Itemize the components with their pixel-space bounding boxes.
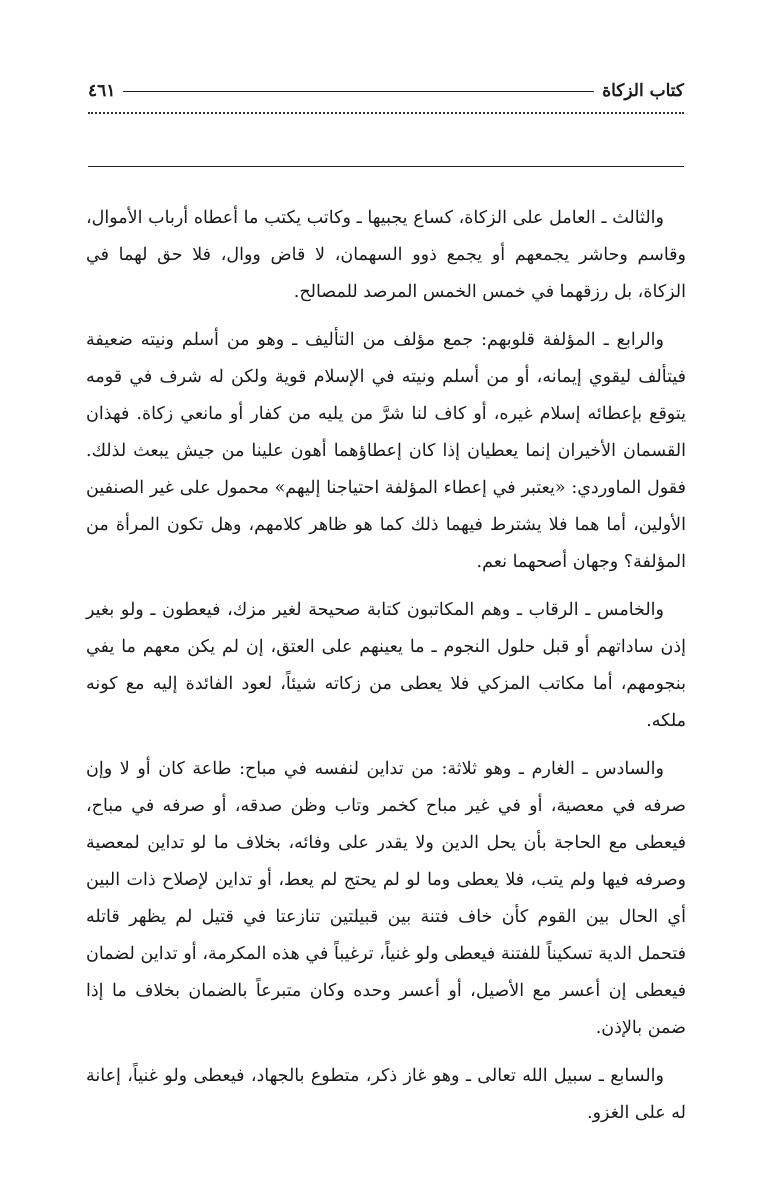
section-divider — [88, 166, 684, 167]
dotted-divider — [88, 112, 684, 114]
page-number: ٤٦١ — [88, 81, 116, 101]
running-header — [88, 76, 684, 106]
paragraph-seventh-category: والسابع ـ سبيل الله تعالى ـ وهو غاز ذكر، متطوع بالجهاد، فيعطى ولو غنياً، إعانة له على الغزو. — [86, 1066, 686, 1123]
book-title: كتاب الزكاة — [602, 81, 684, 101]
paragraph-fifth-category: والخامس ـ الرقاب ـ وهم المكاتبون كتابة صحيحة لغير مزك، فيعطون ـ ولو بغير إذن ساداتهم أو قبل حلول النجوم ـ ما يعينهم على العتق، إن لم يكن معهم ما يفي بنجومهم، أما مكاتب المزكي فلا يعطى من زكاته شيئاً، لعود الفائدة إليه مع كونه ملكه. — [86, 600, 686, 731]
paragraph-sixth-category: والسادس ـ الغارم ـ وهو ثلاثة: من تداين لنفسه في مباح: طاعة كان أو لا وإن صرفه في معصية، أو في غير مباح كخمر وتاب وظن صدقه، أو صرفه في مباح، فيعطى مع الحاجة بأن يحل الدين ولا يقدر على وفائه، بخلاف ما لو تداين لمعصية وصرفه فيها ولم يتب، فلا يعطى وما لو لم يحتج لم يعط، أو تداين لإصلاح ذات البين أي الحال بين القوم كأن خاف فتنة بين قبيلتين تنازعتا في قتيل لم يظهر قاتله فتحمل الدية تسكيناً للفتنة فيعطى ولو غنياً، ترغيباً في هذه المكرمة، أو تداين لضمان فيعطى إن أعسر مع الأصيل، أو أعسر وحده وكان متبرعاً بالضمان بخلاف ما إذا ضمن بالإذن. — [86, 759, 686, 1038]
paragraph-third-category: والثالث ـ العامل على الزكاة، كساع يجبيها ـ وكاتب يكتب ما أعطاه أرباب الأموال، وقاسم وحاشر يجمعهم أو يجمع ذوو السهمان، لا قاض ووال، فلا حق لهما في الزكاة، بل رزقهما في خمس الخمس المرصد للمصالح. — [86, 208, 686, 302]
paragraph-fourth-category: والرابع ـ المؤلفة قلوبهم: جمع مؤلف من التأليف ـ وهو من أسلم ونيته ضعيفة فيتألف ليقوي إيمانه، أو من أسلم ونيته في الإسلام قوية ولكن له شرف في قومه يتوقع بإعطائه إسلام غيره، أو كاف لنا شرَّ من يليه من كفار أو مانعي زكاة. فهذان القسمان الأخيران إنما يعطيان إذا كان إعطاؤهما أهون علينا من جيش يبعث لذلك. فقول الماوردي: «يعتبر في إعطاء المؤلفة احتياجنا إليهم» محمول على غير الصنفين الأولين، أما هما فلا يشترط فيهما ذلك كما هو ظاهر كلامهم، وهل تكون المرأة من المؤلفة؟ وجهان أصحهما نعم. — [86, 330, 686, 572]
page-body — [86, 200, 686, 1143]
header-rule — [123, 91, 594, 92]
